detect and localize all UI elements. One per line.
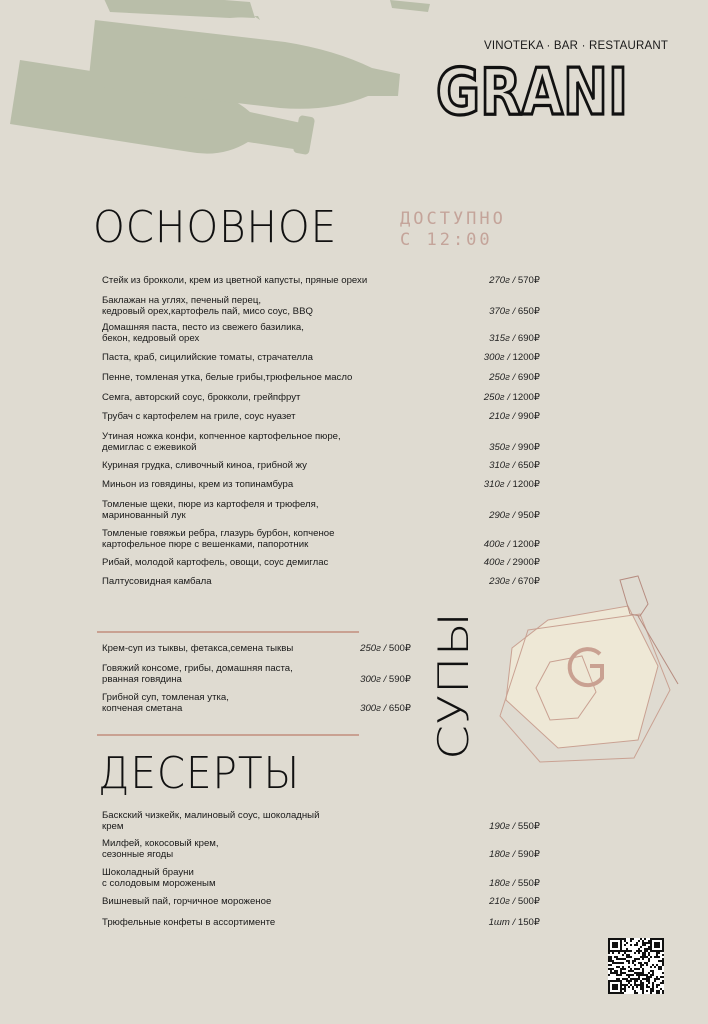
menu-item-name: Пенне, томленая утка, белые грибы,трюфельное масло	[102, 372, 353, 383]
menu-item-cost: 590₽	[517, 849, 540, 860]
menu-item-weight: 270г	[489, 275, 510, 286]
menu-item	[102, 431, 341, 453]
price-separator: /	[509, 460, 518, 471]
menu-item-price	[360, 674, 411, 685]
menu-item-name: Паста, краб, сицилийские томаты, страчателла	[102, 352, 313, 363]
menu-item-cost: 550₽	[517, 878, 540, 889]
menu-item-weight: 350г	[489, 442, 510, 453]
menu-item-cost: 650₽	[517, 306, 540, 317]
menu-item	[102, 917, 275, 928]
menu-item	[102, 867, 216, 889]
menu-item	[102, 643, 293, 654]
menu-item-weight: 180г	[489, 849, 510, 860]
menu-item-name: Томленые говяжьи ребра, глазурь бурбон, копченое картофельное пюре с вешенками, папоротник	[102, 528, 335, 550]
menu-item-price	[484, 479, 540, 490]
menu-item-cost: 500₽	[517, 896, 540, 907]
price-separator: /	[509, 849, 518, 860]
menu-item-price	[484, 392, 540, 403]
price-separator: /	[504, 352, 513, 363]
price-separator: /	[504, 479, 513, 490]
menu-item	[102, 810, 319, 832]
menu-item	[102, 692, 229, 714]
price-separator: /	[509, 917, 518, 928]
menu-item-price	[489, 896, 540, 907]
menu-item-cost: 1200₽	[512, 539, 540, 550]
menu-item-price	[484, 539, 540, 550]
menu-item-price	[489, 849, 540, 860]
menu-item-price	[484, 352, 540, 363]
section-title-soups	[428, 610, 476, 760]
menu-item	[102, 392, 300, 403]
menu-item-cost: 150₽	[517, 917, 540, 928]
menu-item-name: Трюфельные конфеты в ассортименте	[102, 917, 276, 928]
menu-item-name: Крем-суп из тыквы, фетакса,семена тыквы	[102, 643, 294, 654]
menu-item-name: Томленые щеки, пюре из картофеля и трюфеля, маринованный лук	[102, 499, 319, 521]
menu-item-weight: 310г	[483, 479, 505, 490]
menu-item-name: Семга, авторский соус, брокколи, грейпфрут	[102, 392, 301, 403]
plate-illustration	[488, 570, 688, 770]
menu-item-weight: 250г	[483, 392, 505, 403]
menu-item-name: Вишневый пай, горчичное мороженое	[102, 896, 272, 907]
menu-item-cost: 1200₽	[512, 352, 540, 363]
menu-item	[102, 295, 313, 317]
price-separator: /	[509, 372, 518, 383]
menu-item-weight: 180г	[489, 878, 510, 889]
menu-item-weight: 250г	[360, 643, 381, 654]
menu-item-price	[360, 703, 411, 714]
menu-item-price	[489, 442, 540, 453]
price-separator: /	[509, 442, 518, 453]
price-separator: /	[504, 557, 513, 568]
price-separator: /	[504, 539, 513, 550]
menu-item-name: Миньон из говядины, крем из топинамбура	[102, 479, 294, 490]
section-title-desserts: ДЕСЕРТЫ	[98, 748, 301, 799]
section-title-main: ОСНОВНОЕ	[93, 202, 338, 253]
menu-item-weight: 310г	[489, 460, 510, 471]
menu-item-price	[489, 510, 540, 521]
menu-item-name: Баскский чизкейк, малиновый соус, шоколадный крем	[102, 810, 320, 832]
menu-item-price	[489, 333, 540, 344]
menu-item-name: Стейк из брокколи, крем из цветной капусты, пряные орехи	[102, 275, 368, 286]
menu-item	[102, 896, 271, 907]
price-separator: /	[509, 333, 518, 344]
menu-item-price	[489, 372, 540, 383]
menu-item-weight: 290г	[489, 510, 510, 521]
menu-item-weight: 230г	[489, 576, 510, 587]
menu-item-name: Домашняя паста, песто из свежего базилика, бекон, кедровый орех	[102, 322, 304, 344]
menu-item-weight: 300г	[483, 352, 505, 363]
availability-line: ДОСТУПНО	[400, 209, 506, 229]
price-separator: /	[509, 821, 518, 832]
menu-item-name: Палтусовидная камбала	[102, 576, 212, 587]
menu-item-weight: 210г	[489, 896, 510, 907]
menu-item	[102, 528, 334, 550]
menu-item-name: Милфей, кокосовый крем, сезонные ягоды	[102, 838, 219, 860]
menu-item-cost: 550₽	[517, 821, 540, 832]
menu-item-name: Шоколадный брауни с солодовым мороженым	[102, 867, 216, 889]
menu-item	[102, 557, 328, 568]
menu-item-cost: 650₽	[517, 460, 540, 471]
menu-item	[102, 499, 319, 521]
menu-item	[102, 479, 293, 490]
menu-item-cost: 950₽	[517, 510, 540, 521]
menu-item	[102, 460, 307, 471]
menu-item-cost: 650₽	[388, 703, 411, 714]
menu-item-cost: 570₽	[517, 275, 540, 286]
brand-logo	[436, 56, 630, 130]
price-separator: /	[509, 576, 518, 587]
menu-item-weight: 300г	[360, 703, 381, 714]
menu-item-weight: 190г	[489, 821, 510, 832]
menu-item-price	[360, 643, 411, 654]
menu-item-price	[489, 411, 540, 422]
menu-item-weight: 370г	[489, 306, 510, 317]
price-separator: /	[509, 306, 518, 317]
brand-subtitle: VINOTEKA · BAR · RESTAURANT	[484, 40, 669, 52]
menu-item-price	[489, 306, 540, 317]
price-separator: /	[509, 275, 518, 286]
menu-item	[102, 352, 313, 363]
menu-item	[102, 576, 212, 587]
menu-item-cost: 590₽	[388, 674, 411, 685]
menu-item	[102, 322, 304, 344]
menu-item-cost: 990₽	[517, 411, 540, 422]
menu-item-cost: 500₽	[388, 643, 411, 654]
menu-item-weight: 300г	[360, 674, 381, 685]
menu-item	[102, 372, 352, 383]
menu-item-price	[489, 878, 540, 889]
menu-item-price	[489, 460, 540, 471]
menu-item-weight: 400г	[483, 539, 505, 550]
menu-item-price	[489, 821, 540, 832]
price-separator: /	[380, 674, 389, 685]
menu-item-name: Баклажан на углях, печеный перец, кедровый орех,картофель пай, мисо соус, BBQ	[102, 295, 313, 317]
menu-item-cost: 990₽	[517, 442, 540, 453]
menu-item-weight: 250г	[489, 372, 510, 383]
menu-item	[102, 838, 219, 860]
menu-item-weight: 1шт	[488, 917, 510, 928]
menu-item	[102, 663, 293, 685]
menu-item-cost: 1200₽	[512, 392, 540, 403]
menu-item	[102, 275, 367, 286]
price-separator: /	[380, 643, 389, 654]
menu-item-weight: 400г	[483, 557, 505, 568]
price-separator: /	[509, 878, 518, 889]
menu-item-name: Грибной суп, томленая утка, копченая сметана	[102, 692, 229, 714]
price-separator: /	[504, 392, 513, 403]
bottle-icon	[100, 0, 260, 20]
menu-item-price	[484, 557, 540, 568]
menu-item-name: Куриная грудка, сливочный киноа, грибной жу	[102, 460, 307, 471]
price-separator: /	[509, 411, 518, 422]
bottle-icon	[390, 0, 430, 12]
menu-item-cost: 1200₽	[512, 479, 540, 490]
menu-item-cost: 690₽	[517, 372, 540, 383]
menu-item-name: Утиная ножка конфи, копченное картофельное пюре, демиглас с ежевикой	[102, 431, 341, 453]
soups-heading-text: СУПЫ	[429, 636, 478, 760]
menu-item-name: Трубач с картофелем на гриле, соус нуазет	[102, 411, 296, 422]
menu-item-price	[489, 917, 540, 928]
availability-note	[400, 209, 506, 251]
menu-item-cost: 690₽	[517, 333, 540, 344]
menu-item-weight: 210г	[489, 411, 510, 422]
menu-item	[102, 411, 296, 422]
menu-item-cost: 670₽	[517, 576, 540, 587]
menu-item-name: Рибай, молодой картофель, овощи, соус демиглас	[102, 557, 329, 568]
price-separator: /	[509, 510, 518, 521]
menu-item-name: Говяжий консоме, грибы, домашняя паста, рванная говядина	[102, 663, 293, 685]
brand-name: GRANI	[436, 56, 628, 130]
price-separator: /	[509, 896, 518, 907]
menu-item-weight: 315г	[489, 333, 510, 344]
qr-code-icon[interactable]	[608, 938, 664, 994]
soups-divider-bottom	[97, 734, 359, 736]
soups-divider-top	[97, 631, 359, 633]
price-separator: /	[380, 703, 389, 714]
availability-line: С 12:00	[400, 230, 493, 250]
menu-item-cost: 2900₽	[512, 557, 540, 568]
menu-item-price	[489, 275, 540, 286]
